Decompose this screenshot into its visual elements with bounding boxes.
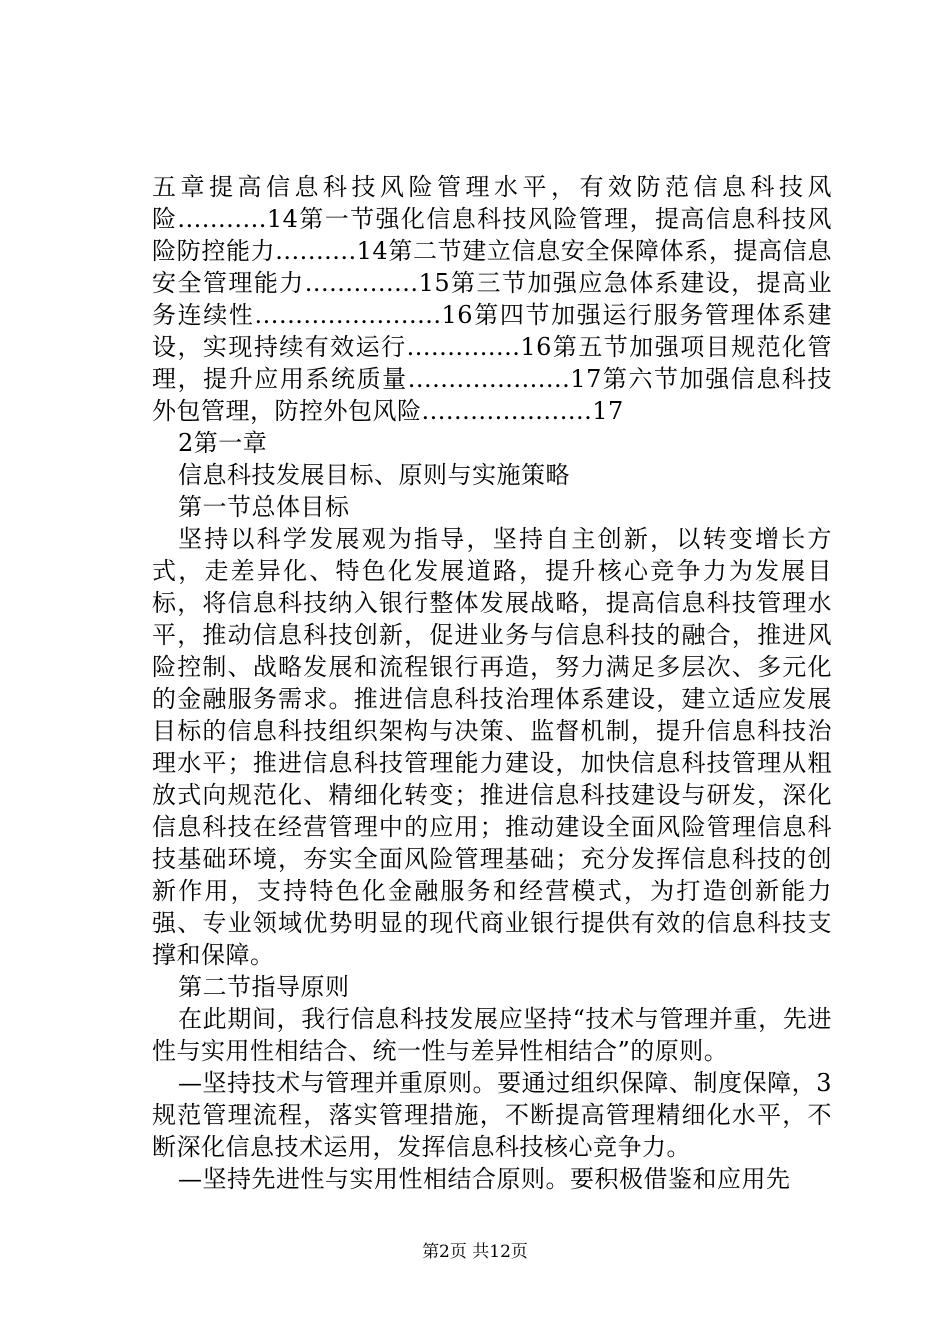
document-body xyxy=(152,171,832,1195)
page-footer: 第2页 共12页 xyxy=(422,1242,528,1262)
principle-2-body: —坚持先进性与实用性相结合原则。要积极借鉴和应用先 xyxy=(178,1165,791,1193)
section-1-body: 坚持以科学发展观为指导，坚持自主创新，以转变增长方式，走差异化、特色化发展道路，提升核心竞争力为发展目标，将信息科技纳入银行整体发展战略，提高信息科技管理水平，推动信息科技创新，促进业务与信息科技的融合，推进风险控制、战略发展和流程银行再造，努力满足多层次、多元化的金融服务需求。推进信息科技治理体系建设，建立适应发展目标的信息科技组织架构与决策、监督机制，提升信息科技治理水平；推进信息科技管理能力建设，加快信息科技管理从粗放式向规范化、精细化转变；推进信息科技建设与研发，深化信息科技在经营管理中的应用；推动建设全面风险管理信息科技基础环境，夯实全面风险管理基础；充分发挥信息科技的创新作用，支持特色化金融服务和经营模式，为打造创新能力强、专业领域优势明显的现代商业银行提供有效的信息科技支撑和保障。 xyxy=(152,525,832,969)
principle-1-body: —坚持技术与管理并重原则。要通过组织保障、制度保障，3规范管理流程，落实管理措施，不断提高管理精细化水平，不断深化信息技术运用，发挥信息科技核心竞争力。 xyxy=(152,1069,832,1161)
section-2-body: 在此期间，我行信息科技发展应坚持“技术与管理并重，先进性与实用性相结合、统一性与差异性相结合”的原则。 xyxy=(152,1005,832,1065)
section-1-title: 第一节总体目标 xyxy=(178,493,350,521)
chapter-label: 2第一章 xyxy=(178,429,268,457)
section-2-title: 第二节指导原则 xyxy=(178,973,350,1001)
chapter-title: 信息科技发展目标、原则与实施策略 xyxy=(178,461,570,489)
table-of-contents-text: 五章提高信息科技风险管理水平，有效防范信息科技风险...........14第一节强化信息科技风险管理，提高信息科技风险防控能力..........14第二节建立信息安全保障体系，提高信息安全管理能力..............15第三节加强应急体系建设，提高业务连续性.......................16第四节加强运行服务管理体系建设，实现持续有效运行..............16第五节加强项目规范化管理，提升应用系统质量....................17第六节加强信息科技外包管理，防控外包风险.....................17 xyxy=(152,173,832,425)
